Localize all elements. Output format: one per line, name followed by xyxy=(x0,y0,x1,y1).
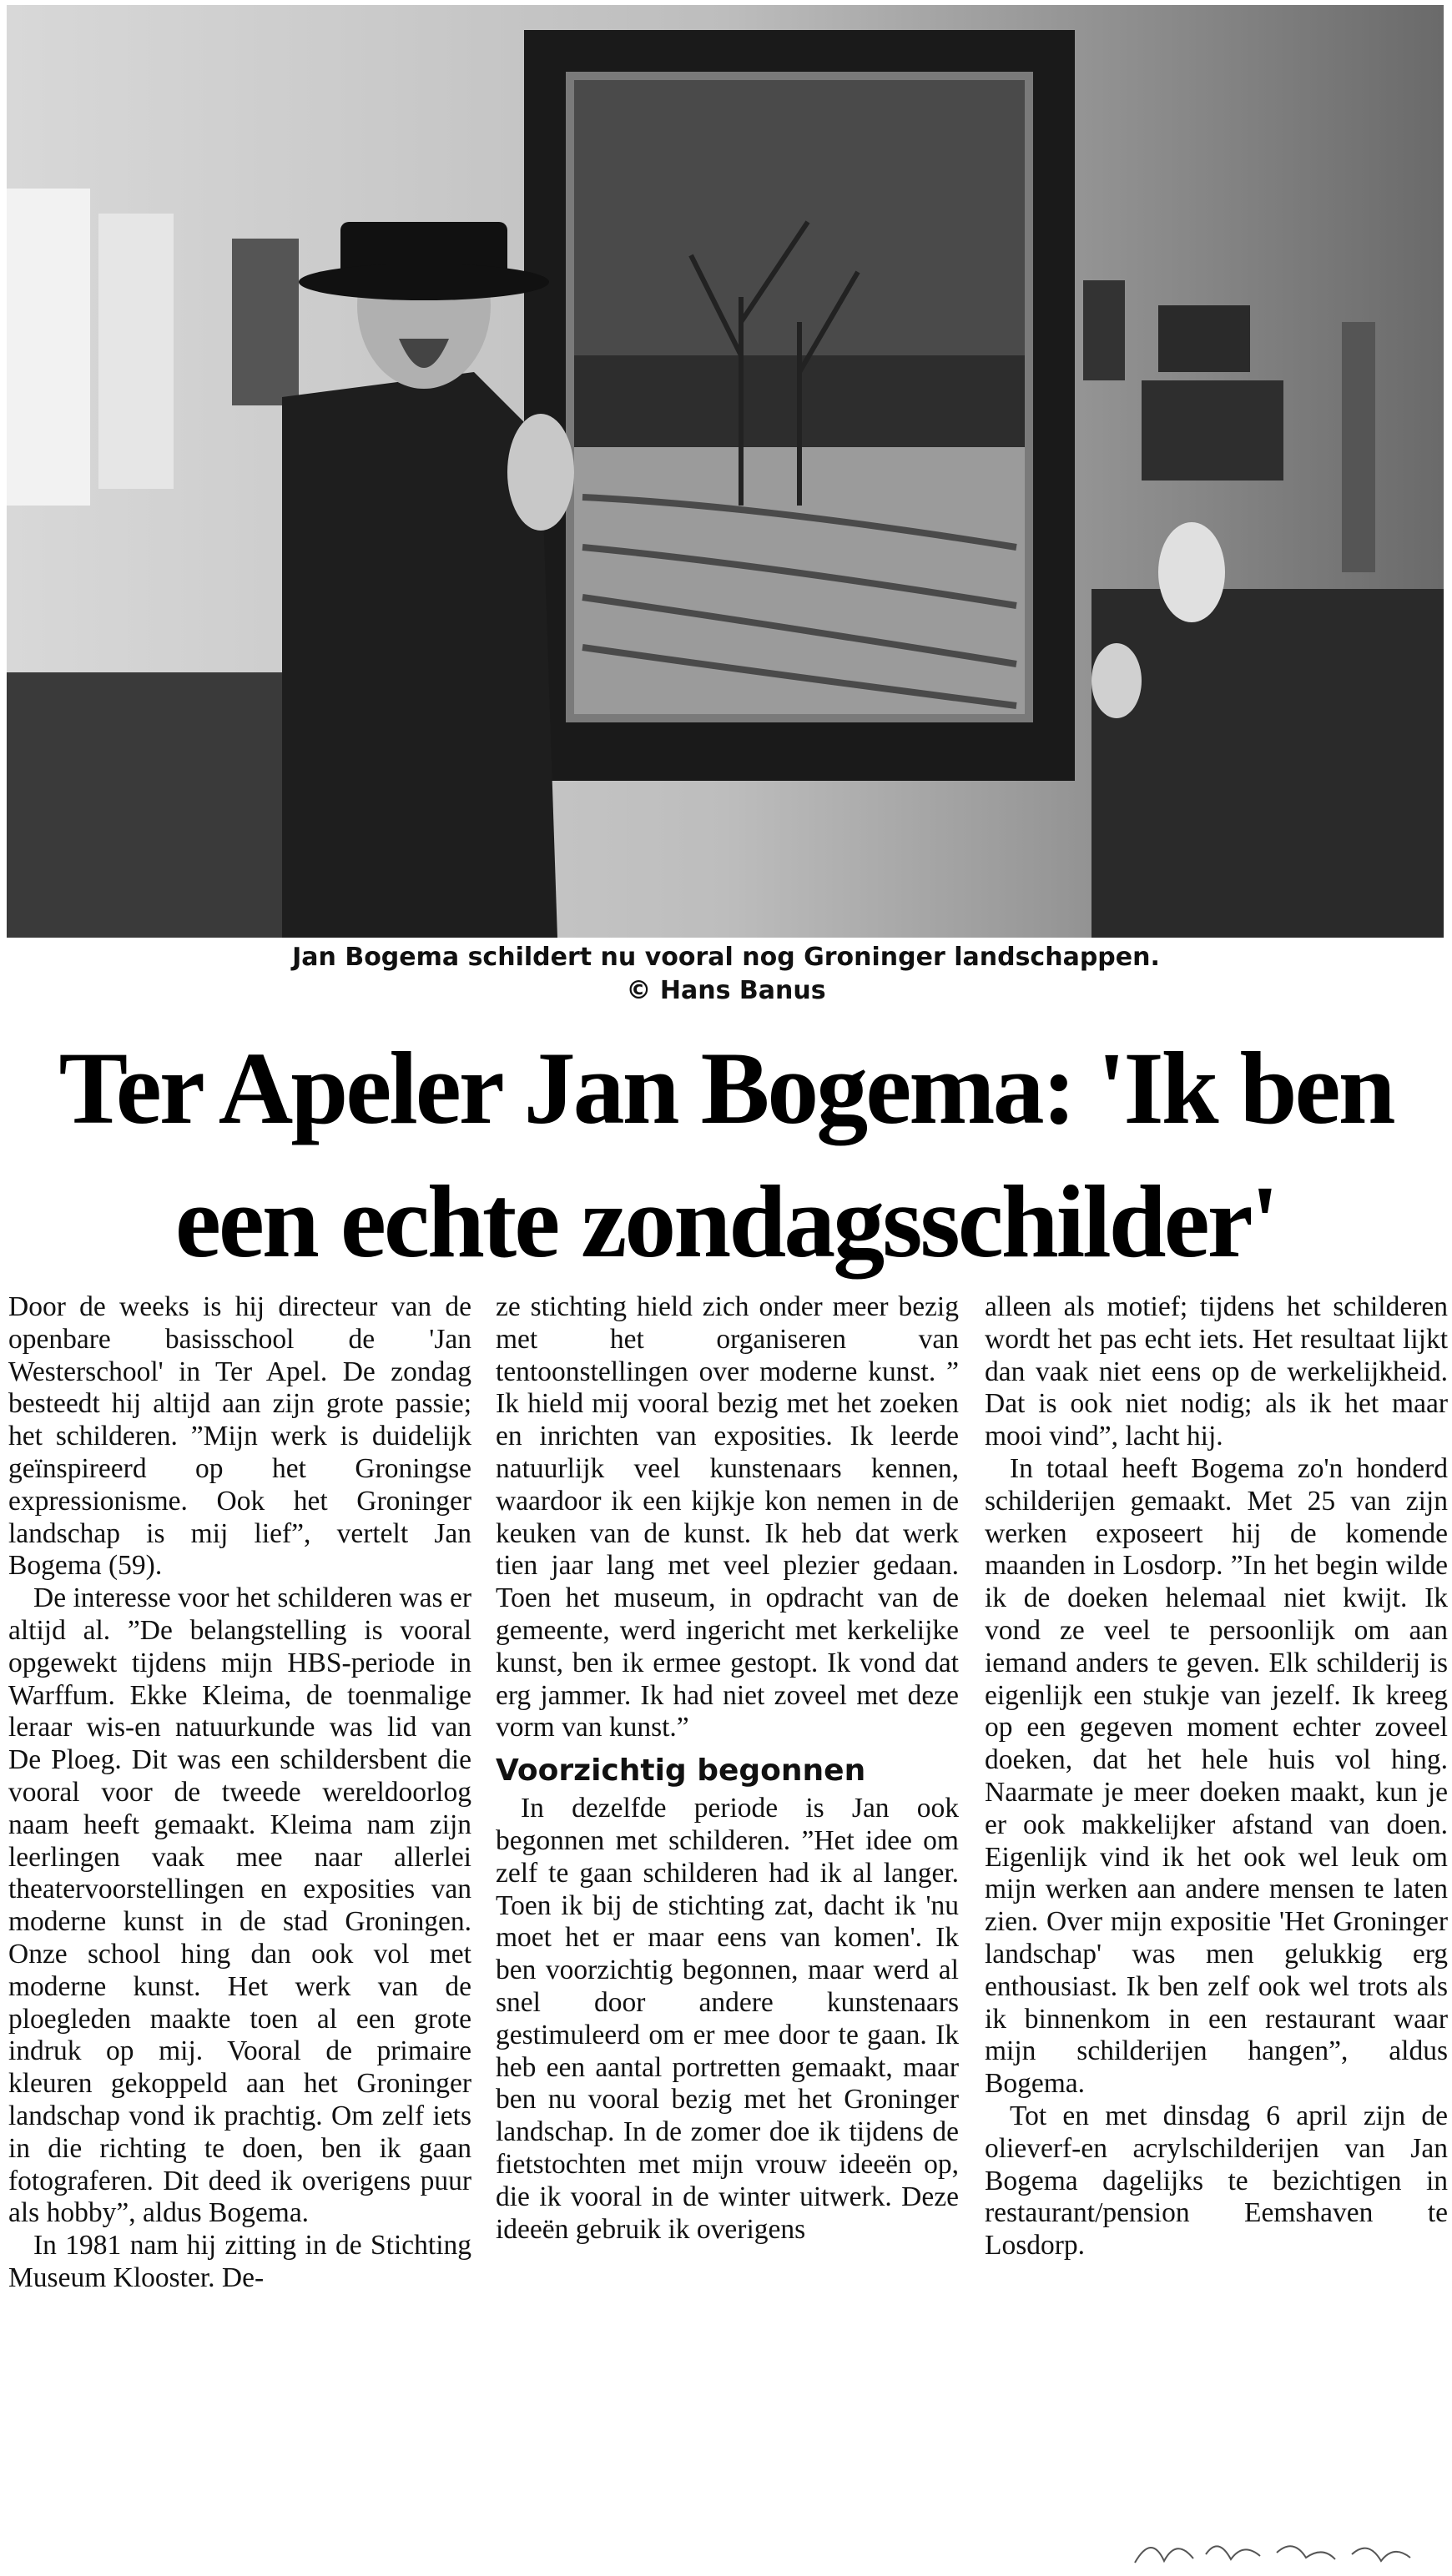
headline-line-2: een echte zondagsschilder' xyxy=(174,1165,1278,1279)
headline-line-1: Ter Apeler Jan Bogema: 'Ik ben xyxy=(58,1031,1394,1145)
article-column-1 xyxy=(8,1291,471,2295)
photo-credit: © Hans Banus xyxy=(626,976,826,1005)
paragraph: De interesse voor het schilderen was er altijd al. ”De belangstelling is vooral opgewekt tijdens mijn HBS-periode in Warffum. Ekke Kleima, de toenmalige leraar wis-en natuurkunde was lid van De Ploeg. Dit was een schildersbent die vooral voor de tweede wereldoorlog naam heeft gemaakt. Kleima nam zijn leerlingen vaak mee naar allerlei theatervoorstellingen en exposities van moderne kunst in de stad Groningen. Onze school hing dan ook vol met moderne kunst. Het werk van de ploegleden maakte toen al een grote indruk op mij. Vooral de primaire kleuren gekoppeld aan het Groninger landschap vond ik prachtig. Om zelf iets in die richting te doen, ben ik gaan fotograferen. Dit deed ik overigens puur als hobby”, aldus Bogema. xyxy=(8,1582,471,2229)
paragraph: Door de weeks is hij directeur van de openbare basisschool de 'Jan Westerschool' in Ter Apel. De zondag besteedt hij altijd aan zijn grote passie; het schilderen. ”Mijn werk is duidelijk geïnspireerd op het Groningse expressionisme. Ook het Groninger landschap is mij lief”, vertelt Jan Bogema (59). xyxy=(8,1291,471,1582)
caption-text: Jan Bogema schildert nu vooral nog Groninger landschappen. xyxy=(292,943,1160,972)
photo-illustration xyxy=(7,5,1444,938)
photo-caption xyxy=(0,941,1452,1008)
article-photo xyxy=(7,5,1444,938)
article-headline xyxy=(0,1022,1452,1289)
paragraph: ze stichting hield zich onder meer bezig met het organiseren van tentoonstellingen over moderne kunst. ” Ik hield mij vooral bezig met het zoeken en inrichten van exposities. Ik leerde natuurlijk veel kunstenaars kennen, waardoor ik een kijkje kon nemen in de keuken van de kunst. Ik heb dat werk tien jaar lang met veel plezier gedaan. Toen het museum, in opdracht van de gemeente, werd ingericht met kerkelijke kunst, ben ik ermee gestopt. Ik vond dat erg jammer. Ik had niet zoveel met deze vorm van kunst.” xyxy=(496,1291,959,1743)
subheading: Voorzichtig begonnen xyxy=(496,1753,866,1789)
paragraph: In totaal heeft Bogema zo'n honderd schilderijen gemaakt. Met 25 van zijn werken exposeert hij de komende maanden in Losdorp. ”In het begin wilde ik de doeken helemaal niet kwijt. Ik vond ze veel te persoonlijk om aan iemand anders te geven. Elk schilderij is eigenlijk een stukje van jezelf. Ik kreeg op een gegeven moment echter zoveel doeken, dat het hele huis vol hing. Naarmate je meer doeken maakt, kun je er ook makkelijker afstand van doen. Eigenlijk vind ik het ook wel leuk om mijn werken aan andere mensen te laten zien. Over mijn expositie 'Het Groninger landschap' was men gelukkig erg enthousiast. Ik ben zelf ook wel trots als ik binnenkom in een restaurant waar mijn schilderijen hangen”, aldus Bogema. xyxy=(985,1452,1448,2100)
paragraph: In dezelfde periode is Jan ook begonnen met schilderen. ”Het idee om zelf te gaan schilderen had ik al langer. Toen ik bij de stichting zat, dacht ik 'nu moet het er maar eens van komen'. Ik ben voorzichtig begonnen, maar werd al snel door andere kunstenaars gestimuleerd om er mee door te gaan. Ik heb een aantal portretten gemaakt, maar ben nu vooral bezig met het Groninger landschap. In de zomer doe ik tijdens de fietstochten met mijn vrouw ideeën op, die ik vooral in de winter uitwerk. Deze ideeën gebruik ik overigens xyxy=(496,1793,959,2245)
paragraph: Tot en met dinsdag 6 april zijn de olieverf-en acrylschilderijen van Jan Bogema dagelijks te bezichtigen in restaurant/pension Eemshaven te Losdorp. xyxy=(985,2100,1448,2262)
handwritten-signature xyxy=(1127,2529,1444,2571)
article-column-3 xyxy=(985,1291,1448,2262)
article-column-2 xyxy=(496,1291,959,2246)
paragraph: In 1981 nam hij zitting in de Stichting Museum Klooster. De- xyxy=(8,2230,471,2293)
paragraph: alleen als motief; tijdens het schilderen wordt het pas echt iets. Het resultaat lijkt dan vaak niet eens op de werkelijkheid. Dat is ook niet nodig; als ik het maar mooi vind”, lacht hij. xyxy=(985,1291,1448,1452)
